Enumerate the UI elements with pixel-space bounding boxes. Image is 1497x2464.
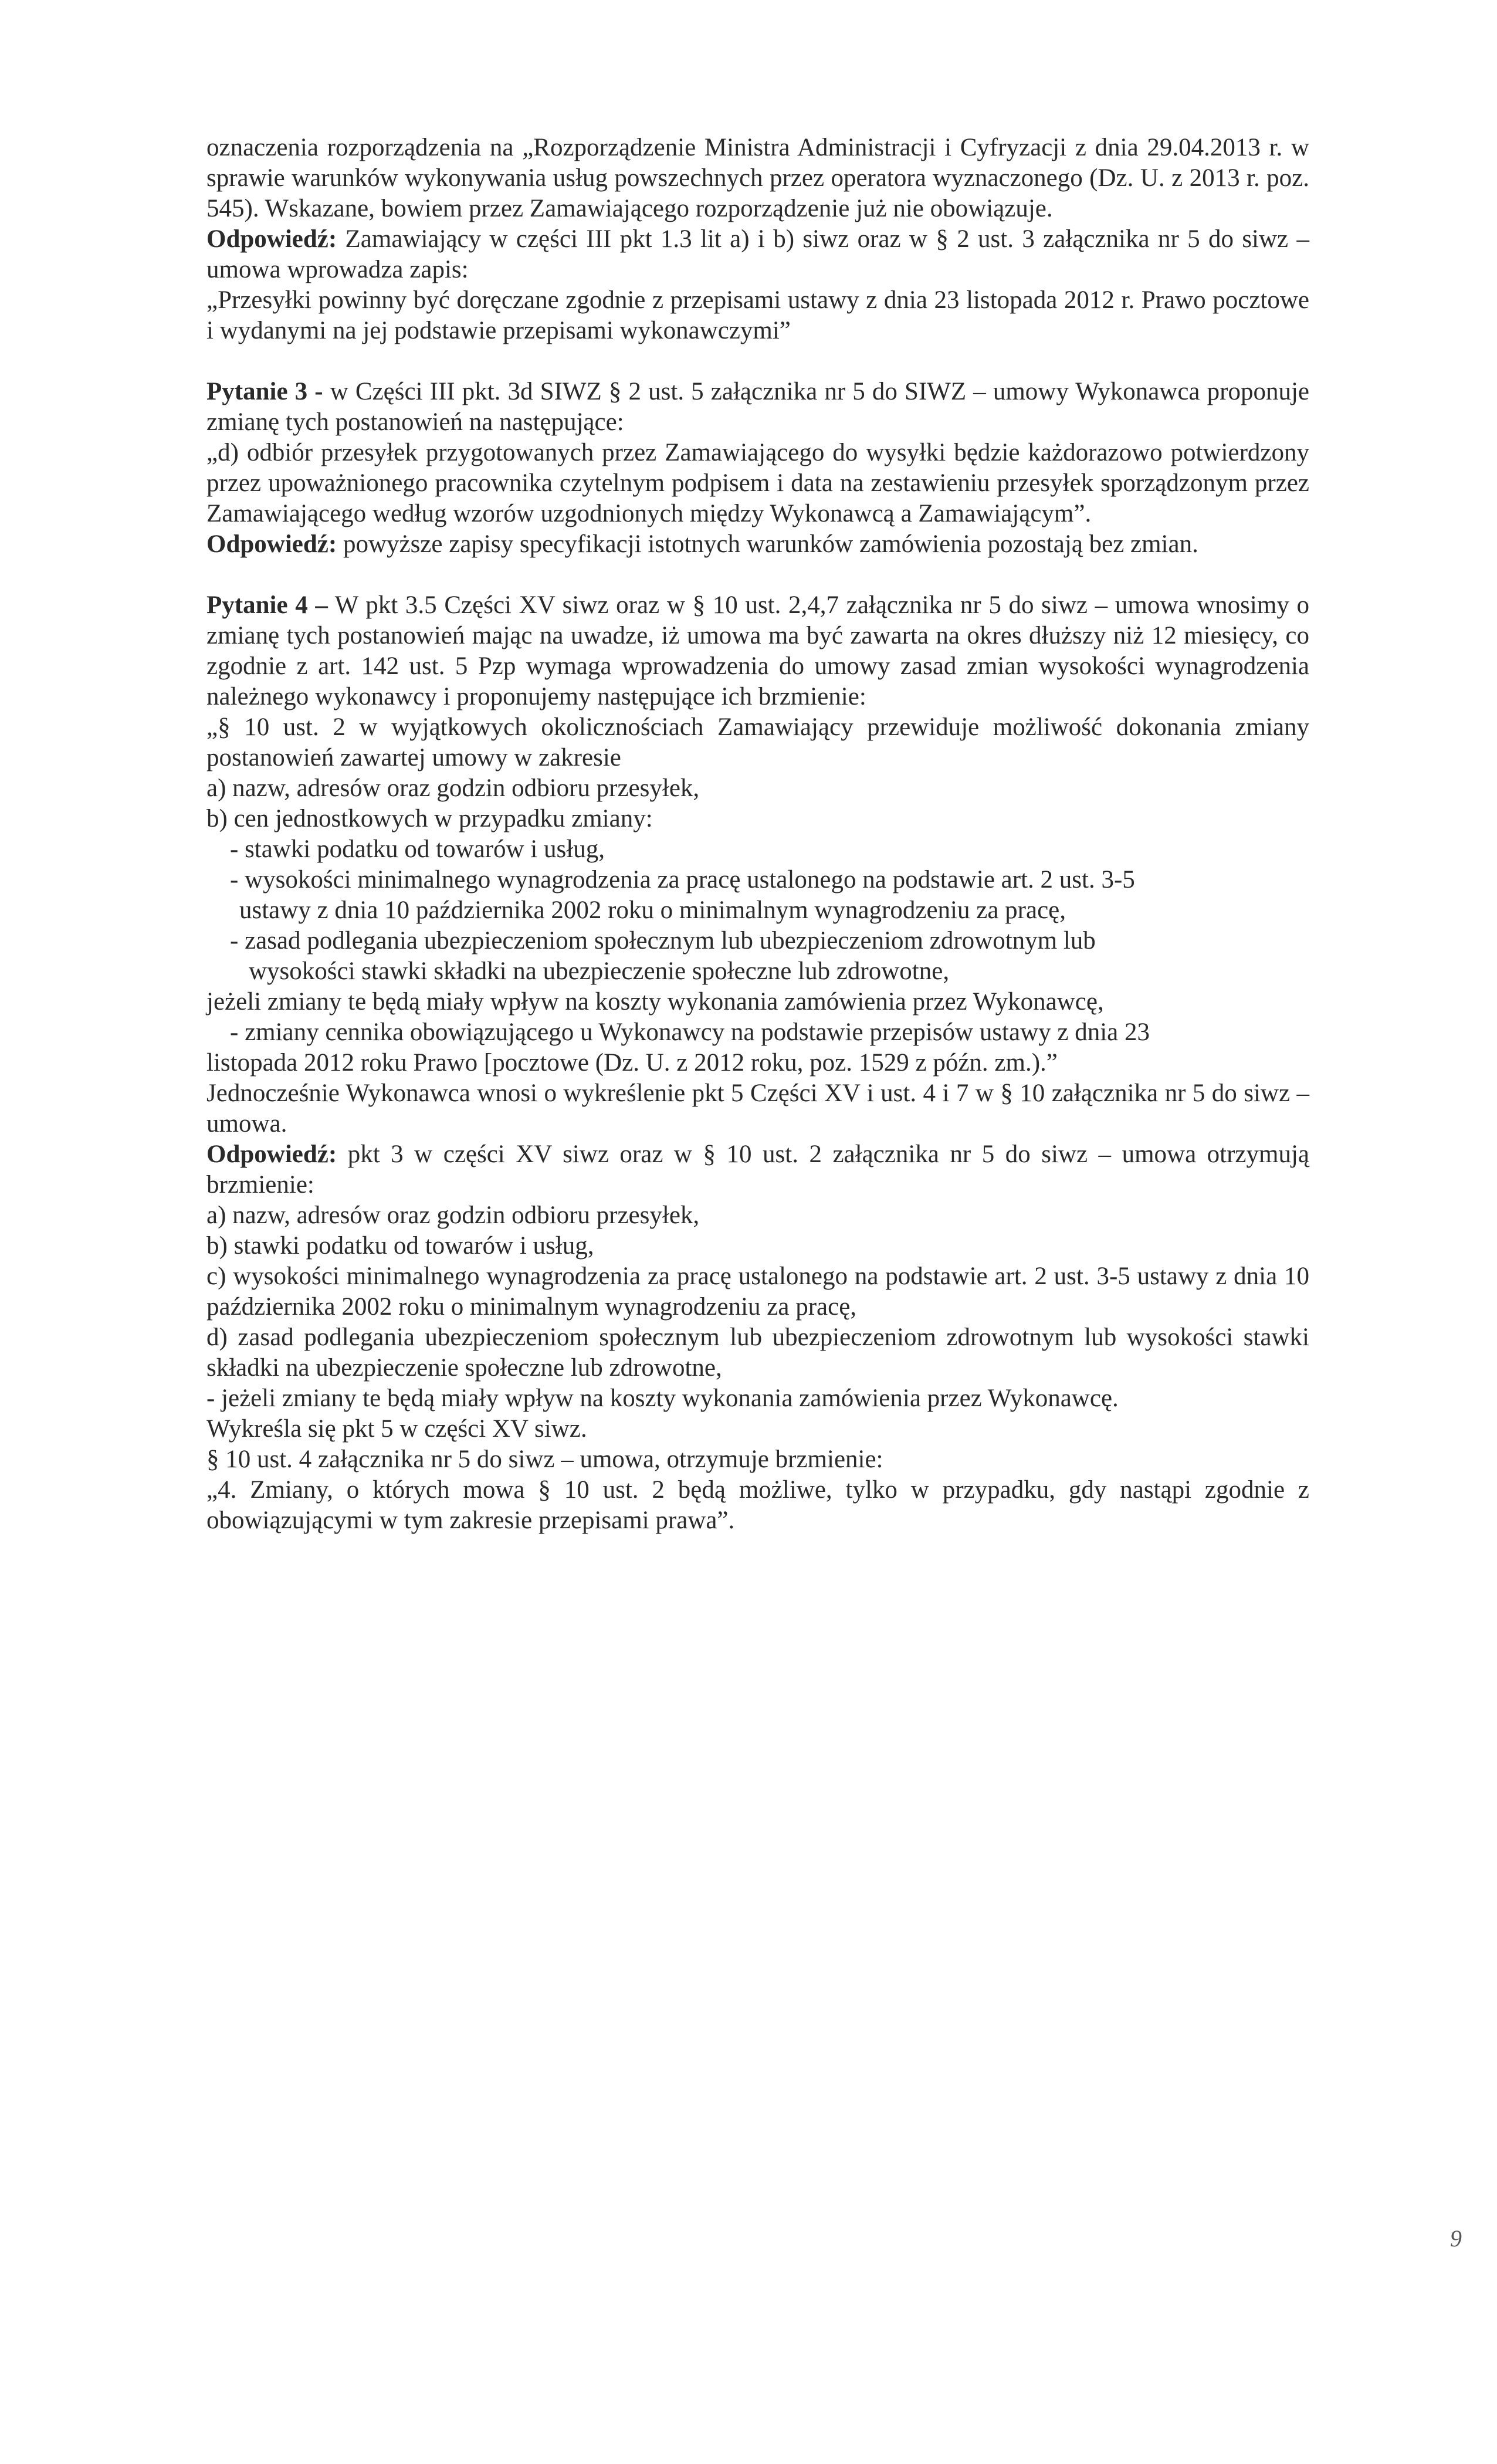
question-3-label: Pytanie 3 - [206,378,323,405]
answer-line: c) wysokości minimalnego wynagrodzenia za pracę ustalonego na podstawie art. 2 ust. 3-5 ustawy z dnia 10 października 2002 roku o minimalnym wynagrodzeniu za pracę, [206,1263,1309,1321]
question-4-paragraph [206,590,1309,712]
answer-paragraph [206,224,1309,285]
question-4-answer [206,1139,1309,1200]
question-4-indented-line: - zasad podlegania ubezpieczeniom społecznym lub ubezpieczeniom zdrowotnym lub [230,927,1096,955]
question-3-answer-text: powyższe zapisy specyfikacji istotnych warunków zamówienia pozostają bez zmian. [337,530,1198,558]
question-4-line: a) nazw, adresów oraz godzin odbioru przesyłek, [206,774,700,802]
question-4-text: W pkt 3.5 Części XV siwz oraz w § 10 ust. 2,4,7 załącznika nr 5 do siwz – umowa wnosimy o zmianę tych postanowień mając na uwadze, iż umowa ma być zawarta na okres dłuższy niż 12 miesięcy, co zgodnie z art. 142 ust. 5 Pzp wymaga wprowadzenia do umowy zasad zmian wysokości wynagrodzenia należnego wykonawcy i proponujemy następujące ich brzmienie: [206,591,1309,710]
answer-line: Wykreśla się pkt 5 w części XV siwz. [206,1415,587,1443]
answer-label: Odpowiedź: [206,225,337,253]
question-4-line: Jednocześnie Wykonawca wnosi o wykreślenie pkt 5 Części XV i ust. 4 i 7 w § 10 załącznika nr 5 do siwz – umowa. [206,1079,1309,1138]
question-4-label: Pytanie 4 – [206,591,328,619]
question-4-indented-line: wysokości stawki składki na ubezpieczenie społeczne lub zdrowotne, [249,957,950,985]
question-4-indented-line: - wysokości minimalnego wynagrodzenia za pracę ustalonego na podstawie art. 2 ust. 3-5 [230,866,1135,893]
page-number: 9 [1450,2225,1462,2252]
question-3-text: w Części III pkt. 3d SIWZ § 2 ust. 5 załącznika nr 5 do SIWZ – umowy Wykonawca proponuje zmianę tych postanowień na następujące: [206,378,1309,436]
question-3-quote: „d) odbiór przesyłek przygotowanych przez Zamawiającego do wysyłki będzie każdorazowo potwierdzony przez upoważnionego pracownika czytelnym podpisem i data na zestawieniu przesyłek sporządzonym przez Zamawiającego według wzorów uzgodnionych między Wykonawcą a Zamawiającym”. [206,439,1309,527]
document-page [206,133,1309,1536]
question-4-answer-text: pkt 3 w części XV siwz oraz w § 10 ust. 2 załącznika nr 5 do siwz – umowa otrzymują brzmienie: [206,1140,1309,1199]
question-4-indented-line: ustawy z dnia 10 października 2002 roku o minimalnym wynagrodzeniu za pracę, [239,896,1066,924]
answer-line: - jeżeli zmiany te będą miały wpływ na koszty wykonania zamówienia przez Wykonawcę. [206,1385,1119,1412]
question-4-line: jeżeli zmiany te będą miały wpływ na koszty wykonania zamówienia przez Wykonawcę, [206,988,1104,1016]
question-4-line: listopada 2012 roku Prawo [pocztowe (Dz. U. z 2012 roku, poz. 1529 z późn. zm.).” [206,1049,1058,1077]
question-3-answer-label: Odpowiedź: [206,530,337,558]
question-4-indented-line: - zmiany cennika obowiązującego u Wykonawcy na podstawie przepisów ustawy z dnia 23 [230,1018,1150,1046]
answer-line: a) nazw, adresów oraz godzin odbioru przesyłek, [206,1201,700,1229]
answer-text: Zamawiający w części III pkt 1.3 lit a) i b) siwz oraz w § 2 ust. 3 załącznika nr 5 do siwz – umowa wprowadza zapis: [206,225,1309,283]
question-3-paragraph [206,377,1309,438]
question-4-line: „§ 10 ust. 2 w wyjątkowych okolicznościach Zamawiający przewiduje możliwość dokonania zmiany postanowień zawartej umowy w zakresie [206,713,1309,771]
answer-line: § 10 ust. 4 załącznika nr 5 do siwz – umowa, otrzymuje brzmienie: [206,1446,883,1473]
question-3-answer [206,529,1309,560]
question-4-line: b) cen jednostkowych w przypadku zmiany: [206,805,653,832]
answer-line: b) stawki podatku od towarów i usług, [206,1232,594,1260]
answer-line: d) zasad podlegania ubezpieczeniom społecznym lub ubezpieczeniom zdrowotnym lub wysokości stawki składki na ubezpieczenie społeczne lub zdrowotne, [206,1324,1309,1382]
question-4-indented-line: - stawki podatku od towarów i usług, [230,835,605,863]
intro-paragraph: oznaczenia rozporządzenia na „Rozporządzenie Ministra Administracji i Cyfryzacji z dnia 29.04.2013 r. w sprawie warunków wykonywania usług powszechnych przez operatora wyznaczonego (Dz. U. z 2013 r. poz. 545). Wskazane, bowiem przez Zamawiającego rozporządzenie już nie obowiązuje. [206,134,1309,222]
quote-paragraph: „Przesyłki powinny być doręczane zgodnie z przepisami ustawy z dnia 23 listopada 2012 r. Prawo pocztowe i wydanymi na jej podstawie przepisami wykonawczymi” [206,286,1309,344]
question-4-answer-label: Odpowiedź: [206,1140,337,1168]
answer-line: „4. Zmiany, o których mowa § 10 ust. 2 będą możliwe, tylko w przypadku, gdy nastąpi zgodnie z obowiązującymi w tym zakresie przepisami prawa”. [206,1476,1309,1534]
